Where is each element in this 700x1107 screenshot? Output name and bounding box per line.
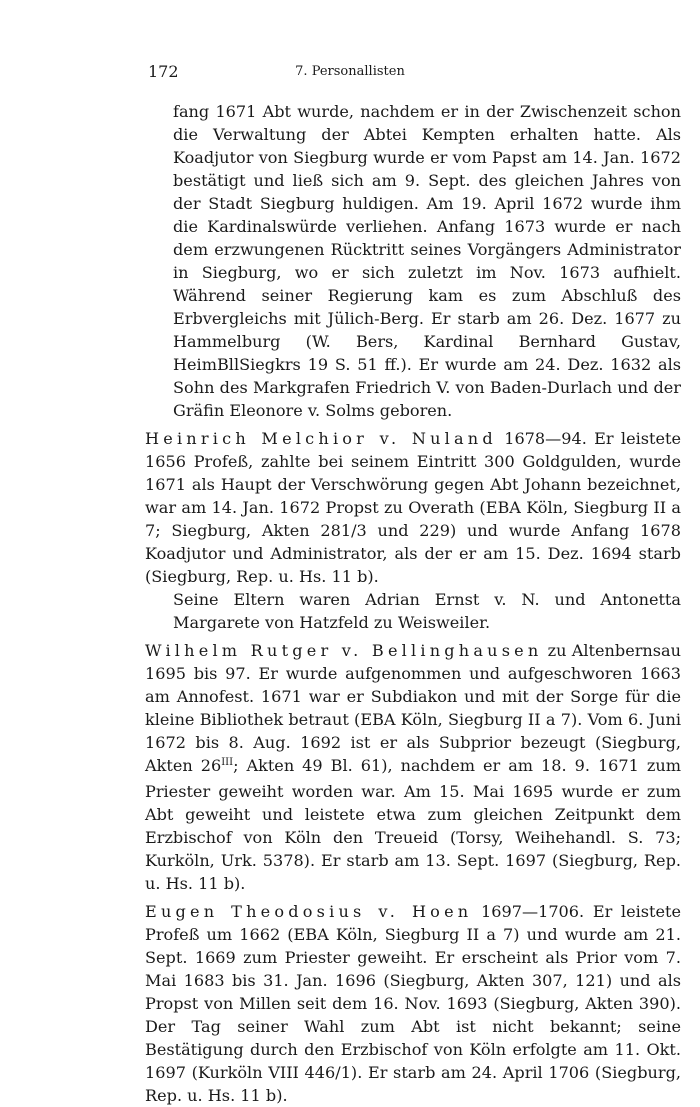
text-block: [145, 100, 681, 1107]
person-name: Eugen Theodosius v. Hoen: [145, 902, 473, 921]
page-number: 172: [148, 62, 179, 81]
entry-text: 1678—94. Er leistete 1656 Profeß, zahlte bei seinem Eintritt 300 Goldgulden, wurde 1671 als Haupt der Verschwörung gegen Abt Johann bezeichnet, war am 14. Jan. 1672 Propst zu Overath (EBA Köln, Siegburg II a 7; Siegburg, Akten 281/3 und 229) und wurde Anfang 1678 Koadjutor und Administrator, als der er am 15. Dez. 1694 starb (Siegburg, Rep. u. Hs. 11 b).: [145, 429, 681, 586]
person-name: Heinrich Melchior v. Nuland: [145, 429, 497, 448]
running-title: 7. Personallisten: [295, 64, 405, 79]
entry-paragraph: [145, 639, 681, 895]
entry-wilhelm-rutger: [145, 639, 681, 895]
person-name: Wilhelm Rutger v. Bellinghausen: [145, 641, 543, 660]
entry-paragraph: [145, 900, 681, 1107]
entry-paragraph: [145, 427, 681, 588]
continuation-paragraph: fang 1671 Abt wurde, nachdem er in der Zwischenzeit schon die Verwaltung der Abtei Kempten erhalten hatte. Als Koadjutor von Siegburg wurde er vom Papst am 14. Jan. 1672 bestätigt und ließ sich am 9. Sept. des gleichen Jahres von der Stadt Siegburg huldigen. Am 19. April 1672 wurde ihm die Kardinalswürde verliehen. Anfang 1673 wurde er nach dem erzwungenen Rücktritt seines Vorgängers Administrator in Siegburg, wo er sich zuletzt im Nov. 1673 aufhielt. Während seiner Regierung kam es zum Abschluß des Erbvergleichs mit Jülich-Berg. Er starb am 26. Dez. 1677 zu Hammelburg (W. Bers, Kardinal Bernhard Gustav, HeimBllSiegkrs 19 S. 51 ff.). Er wurde am 24. Dez. 1632 als Sohn des Markgrafen Friedrich V. von Baden-Durlach und der Gräfin Eleonore v. Solms geboren.: [173, 102, 681, 420]
page-header: [0, 62, 700, 86]
entry-text: zu Altenbernsau 1695 bis 97. Er wurde aufgenommen und aufgeschworen 1663 am Annofest. 1671 war er Subdiakon und mit der Sorge für die kleine Bibliothek betraut (EBA Köln, Siegburg II a 7). Vom 6. Juni 1672 bis 8. Aug. 1692 ist er als Subprior bezeugt (Siegburg, Akten 26: [145, 641, 681, 775]
entry-heinrich-melchior: [145, 427, 681, 634]
entry-text: 1697—1706. Er leistete Profeß um 1662 (EBA Köln, Siegburg II a 7) und wurde am 21. Sept. 1669 zum Priester geweiht. Er erscheint als Prior vom 7. Mai 1683 bis 31. Jan. 1696 (Siegburg, Akten 307, 121) und als Propst von Millen seit dem 16. Nov. 1693 (Siegburg, Akten 390). Der Tag seiner Wahl zum Abt ist nicht bekannt; seine Bestätigung durch den Erzbischof von Köln erfolgte am 11. Okt. 1697 (Kurköln VIII 446/1). Er starb am 24. April 1706 (Siegburg, Rep. u. Hs. 11 b).: [145, 902, 681, 1105]
entry-eugen-theodosius: [145, 900, 681, 1107]
entry-extra-paragraph: Seine Eltern waren Adrian Ernst v. N. und Antonetta Margarete von Hatzfeld zu Weisweiler.: [173, 590, 681, 632]
superscript: III: [221, 757, 234, 768]
entry-text: ; Akten 49 Bl. 61), nachdem er am 18. 9. 1671 zum Priester geweiht worden war. Am 15. Mai 1695 wurde er zum Abt geweiht und leistete etwa zum gleichen Zeitpunkt dem Erzbischof von Köln den Treueid (Torsy, Weihehandl. S. 73; Kurköln, Urk. 5378). Er starb am 13. Sept. 1697 (Siegburg, Rep. u. Hs. 11 b).: [145, 756, 681, 893]
